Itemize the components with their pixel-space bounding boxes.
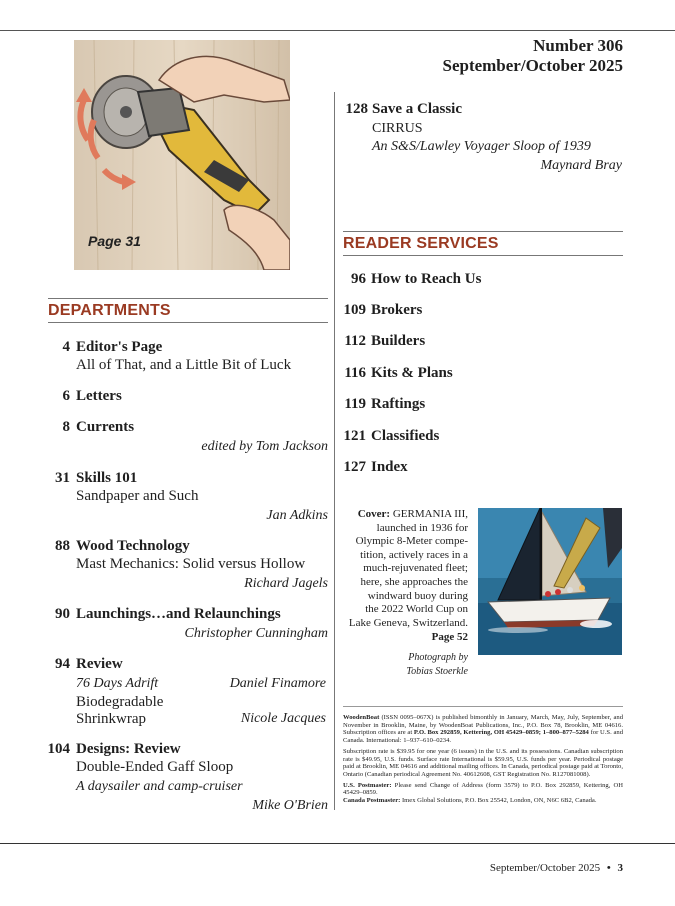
cover-caption-line: here, she approaches the [360, 575, 468, 588]
cover-caption-line: much-rejuvenated fleet; [363, 562, 468, 575]
toc-subtitle: Biodegradable [76, 694, 164, 710]
subscription-rates: Subscription rate is $39.95 for one year (6 issues) in the U.S. and its possessions. Canadian subscription rate is $49.95, U.S. funds. Surface rate International is $59.95, U.S. funds per year. Periodical postage paid at Brooklin, ME 04616 and additional mailing offices. In Canada, periodical postage paid at Toronto, Ontario (Canadian periodical Agreement No. 40612608, GST Registration No. R127081008). [343, 747, 623, 778]
toc-title: How to Reach Us [371, 271, 482, 287]
toc-author: Christopher Cunningham [184, 626, 328, 641]
toc-page-number: 128 [345, 101, 368, 117]
toc-page-number: 116 [344, 365, 366, 381]
toc-title: Save a Classic [372, 101, 462, 117]
toc-page-number: 31 [55, 470, 70, 486]
toc-page-number: 6 [62, 388, 70, 404]
toc-title: Builders [371, 333, 426, 349]
photo-page-label: Page 31 [88, 233, 141, 249]
toc-title: Raftings [371, 396, 426, 412]
toc-author: edited by Tom Jackson [201, 439, 328, 454]
cover-caption-line: tition, actively races in a [360, 548, 468, 561]
toc-page-number: 127 [343, 459, 366, 475]
toc-subtitle: Shrinkwrap [76, 711, 146, 727]
toc-page-number: 94 [55, 656, 70, 672]
issue-number: Number 306 [533, 36, 623, 55]
cover-caption-line: launched in 1936 for [376, 521, 468, 534]
reader-services-rule-top [343, 231, 623, 232]
bottom-rule [0, 843, 675, 844]
us-postmaster: U.S. Postmaster: Please send Change of Address (form 3579) to P.O. Box 292859, Kettering, OH 45429–0859. [343, 781, 623, 797]
photo-credit-label: Photograph by [408, 651, 468, 663]
departments-rule-bottom [48, 322, 328, 323]
toc-page-number: 109 [343, 302, 366, 318]
toc-subtitle: Sandpaper and Such [76, 488, 199, 504]
toc-page-number: 96 [351, 271, 366, 287]
toc-title: Skills 101 [76, 470, 138, 486]
departments-rule-top [48, 298, 328, 299]
column-divider [334, 92, 335, 810]
cover-caption-line: windward buoy during [367, 589, 468, 602]
toc-subtitle: All of That, and a Little Bit of Luck [76, 357, 292, 373]
cover-caption-line-1: Cover: GERMANIA III, [357, 508, 468, 520]
cover-page-ref: Page 52 [431, 631, 468, 644]
page-footer [490, 862, 623, 874]
toc-page-number: 112 [344, 333, 366, 349]
toc-page-number: 88 [55, 538, 70, 554]
cover-caption-line: Lake Geneva, Switzerland. [348, 616, 468, 629]
reader-services-rule-bottom [343, 255, 623, 256]
toc-title: Index [371, 459, 408, 475]
toc-page-number: 8 [62, 419, 70, 435]
toc-page-number: 4 [62, 339, 70, 355]
cover-caption-line: the 2022 World Cup on [365, 603, 468, 616]
cover-label: Cover: [357, 508, 391, 520]
toc-title: Designs: Review [76, 741, 181, 757]
toc-title: Brokers [371, 302, 423, 318]
cover-sailboat-photo [478, 508, 622, 655]
toc-review-title: 76 Days Adrift [76, 676, 159, 691]
footer-page-number: 3 [617, 862, 623, 874]
toc-author: Mike O'Brien [252, 798, 328, 813]
issue-info [442, 36, 623, 76]
toc-author: Daniel Finamore [229, 676, 326, 691]
toc-author: Nicole Jacques [240, 711, 326, 726]
footer-issue-date: September/October 2025 [489, 862, 601, 874]
canada-postmaster: Canada Postmaster: Imex Global Solutions, P.O. Box 25542, London, ON, N6C 6B2, Canada. [343, 797, 597, 805]
toc-italic-subtitle: A daysailer and camp-cruiser [76, 779, 243, 794]
toc-author: Richard Jagels [244, 576, 328, 591]
toc-title: Kits & Plans [371, 365, 453, 381]
photo-credit-name: Tobias Stoerkle [406, 665, 468, 677]
footer-bullet: • [606, 862, 611, 874]
reader-services-heading: READER SERVICES [343, 235, 499, 252]
toc-subtitle: Mast Mechanics: Solid versus Hollow [76, 556, 306, 572]
toc-subtitle: CIRRUS [372, 121, 423, 136]
toc-title: Letters [76, 388, 122, 404]
departments-heading: DEPARTMENTS [48, 302, 171, 319]
toc-page-number: 90 [55, 606, 70, 622]
toc-author: Maynard Bray [540, 158, 622, 173]
toc-page-number: 119 [344, 396, 366, 412]
toc-title: Currents [76, 419, 135, 435]
toc-subtitle: Double-Ended Gaff Sloop [76, 759, 234, 775]
toc-title: Classifieds [371, 428, 440, 444]
toc-page-number: 104 [47, 741, 70, 757]
issue-date: September/October 2025 [442, 56, 623, 75]
top-rule [0, 30, 675, 31]
smallprint-rule [343, 706, 623, 707]
toc-title: Review [76, 656, 123, 672]
cover-caption-line: Olympic 8-Meter compe- [355, 535, 468, 548]
toc-page-number: 121 [343, 428, 366, 444]
toc-title: Editor's Page [76, 339, 163, 355]
toc-title: Launchings…and Relaunchings [76, 606, 281, 622]
toc-author: Jan Adkins [266, 508, 328, 523]
cover-caption [340, 508, 468, 678]
toc-italic-subtitle: An S&S/Lawley Voyager Sloop of 1939 [372, 139, 591, 154]
toc-title: Wood Technology [76, 538, 190, 554]
publication-info [343, 714, 623, 805]
publication-statement: WoodenBoat (ISSN 0095–067X) is published bimonthly in January, March, May, July, September, and November in Brooklin, Maine, by WoodenBoat Publications, Inc., P.O. Box 78, Brooklin, ME 04616. Subscription offices are at P.O. Box 292859, Kettering, OH 45429–0859; 1–800–877–5284 for U.S. and Canada. International: 1–937–610–0234. [343, 714, 623, 745]
